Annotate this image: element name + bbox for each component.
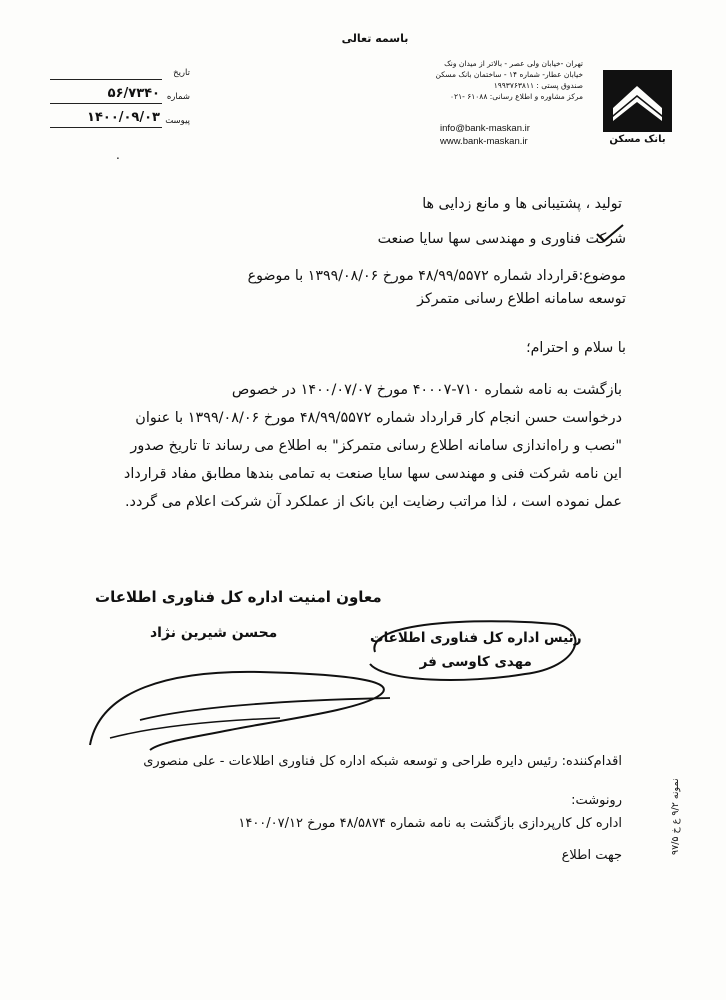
contact-block	[440, 122, 580, 148]
recipient-company: شرکت فناوری و مهندسی سها سایا صنعت	[377, 231, 626, 247]
email-link[interactable]: info@bank-maskan.ir	[440, 123, 530, 134]
address-line: مرکز مشاوره و اطلاع رسانی: ۶۱۰۸۸ -۰۲۱	[450, 92, 583, 101]
subject-line: توسعه سامانه اطلاع رسانی متمرکز	[417, 291, 626, 307]
bank-logo	[600, 68, 675, 136]
address-block	[415, 58, 583, 102]
right-signatory-name: مهدی کاوسی فر	[419, 654, 532, 670]
recipient-department: تولید ، پشتیبانی ها و مانع زدایی ها	[422, 196, 622, 212]
body-line: این نامه شرکت فنی و مهندسی سها سایا صنعت به تمامی بندها مطابق مفاد قرارداد	[123, 466, 622, 482]
left-signatory-name: محسن شیرین نژاد	[150, 625, 278, 641]
number-underline	[50, 103, 162, 104]
attachment-label: پیوست	[165, 116, 190, 126]
left-signature-scribble	[80, 650, 410, 760]
bank-name: بانک مسکن	[609, 134, 666, 145]
number-value: ۵۶/۷۳۴۰	[107, 86, 160, 101]
body-line: عمل نموده است ، لذا مراتب رضایت این بانک از عملکرد آن شرکت اعلام می گردد.	[124, 494, 622, 510]
right-signatory-title: رئیس اداره کل فناوری اطلاعات	[370, 630, 582, 646]
action-by: اقدام‌کننده: رئیس دایره طراحی و توسعه شبکه اداره کل فناوری اطلاعات - علی منصوری	[143, 754, 622, 769]
form-code-note: نمونه ۹/۲ ع خ ۹۷/۵	[670, 778, 681, 855]
letter-body	[92, 376, 622, 516]
attachment-value: ۱۴۰۰/۰۹/۰۳	[87, 110, 160, 125]
subject-line: موضوع:قرارداد شماره ۴۸/۹۹/۵۵۷۲ مورخ ۱۳۹۹/۰۸/۰۶ با موضوع	[247, 268, 626, 284]
date-label: تاریخ	[173, 68, 190, 78]
body-line: بازگشت به نامه شماره ۷۱۰-۴۰۰۰۷ مورخ ۱۴۰۰/۰۷/۰۷ در خصوص	[231, 382, 622, 398]
address-line: خیابان عطار- شماره ۱۴ - ساختمان بانک مسکن	[435, 70, 583, 79]
address-line: تهران -خیابان ولی عصر - بالاتر از میدان ونک	[444, 59, 583, 68]
date-underline	[50, 79, 162, 80]
stray-dot: .	[116, 148, 120, 162]
cc-label: رونوشت:	[571, 793, 622, 808]
bismillah-heading: باسمه تعالی	[341, 32, 409, 45]
number-field	[50, 86, 190, 106]
left-signatory-title: معاون امنیت اداره کل فناوری اطلاعات	[95, 588, 382, 606]
greeting: با سلام و احترام؛	[526, 340, 626, 356]
cc-line: اداره کل کارپردازی بازگشت به نامه شماره ۴۸/۵۸۷۴ مورخ ۱۴۰۰/۰۷/۱۲	[238, 816, 622, 831]
address-line: صندوق پستی : ۱۹۹۳۷۶۳۸۱۱	[493, 81, 583, 90]
attachment-underline	[50, 127, 162, 128]
website-link[interactable]: www.bank-maskan.ir	[440, 136, 528, 147]
date-field	[50, 66, 190, 82]
number-label: شماره	[166, 92, 190, 102]
body-line: "نصب و راه‌اندازی سامانه اطلاع رسانی متمرکز" به اطلاع می رساند تا تاریخ صدور	[130, 438, 622, 454]
body-line: درخواست حسن انجام کار قرارداد شماره ۴۸/۹۹/۵۵۷۲ مورخ ۱۳۹۹/۰۸/۰۶ با عنوان	[135, 410, 622, 426]
cc-purpose: جهت اطلاع	[561, 848, 622, 863]
attachment-field	[50, 110, 190, 130]
